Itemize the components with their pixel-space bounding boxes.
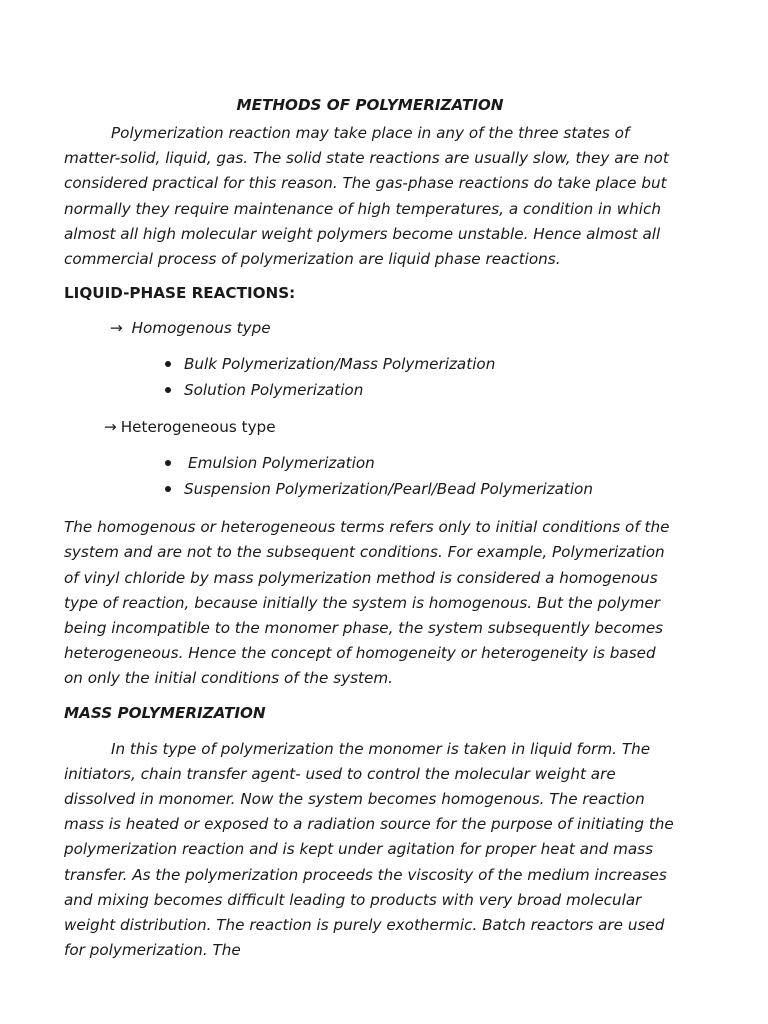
mass-polymerization-heading: MASS POLYMERIZATION — [64, 703, 266, 722]
homogenous-type-label — [64, 317, 676, 339]
document-body — [64, 94, 676, 963]
list-item: Suspension Polymerization/Pearl/Bead Polymerization — [184, 476, 676, 502]
intro-paragraph: Polymerization reaction may take place in any of the three states of matter-solid, liquid, gas. The solid state reactions are usually slow, they are not considered practical for this reason. The gas-phase reactions do take place but normally they require maintenance of high temperatures, a condition in which almost all high molecular weight polymers become unstable. Hence almost all commercial process of polymerization are liquid phase reactions. — [64, 124, 669, 269]
list-item: Emulsion Polymerization — [184, 450, 676, 476]
arrow-right-icon: → — [110, 319, 123, 338]
list-item: Bulk Polymerization/Mass Polymerization — [184, 351, 676, 377]
terms-paragraph: The homogenous or heterogeneous terms refers only to initial conditions of the system and are not to the subsequent conditions. For example, Polymerization of vinyl chloride by mass polymerization method is considered a homogenous type of reaction, because initially the system is homogenous. But the polymer being incompatible to the monomer phase, the system subsequently becomes heterogeneous. Hence the concept of homogeneity or heterogeneity is based on only the initial conditions of the system. — [64, 518, 670, 688]
heterogeneous-label-text: Heterogeneous type — [120, 418, 276, 437]
mass-polymerization-paragraph: In this type of polymerization the monomer is taken in liquid form. The initiators, chain transfer agent- used to control the molecular weight are dissolved in monomer. Now the system becomes homogenous. The reaction mass is heated or exposed to a radiation source for the purpose of initiating the polymerization reaction and is kept under agitation for proper heat and mass transfer. As the polymerization proceeds the viscosity of the medium increases and mixing becomes difficult leading to products with very broad molecular weight distribution. The reaction is purely exothermic. Batch reactors are used for polymerization. The — [64, 739, 674, 960]
heterogeneous-list — [64, 450, 676, 502]
homogenous-label-text: Homogenous type — [131, 319, 271, 338]
document-title: METHODS OF POLYMERIZATION — [236, 96, 504, 114]
liquid-phase-heading: LIQUID-PHASE REACTIONS: — [64, 284, 296, 303]
list-item: Solution Polymerization — [184, 377, 676, 403]
homogenous-list — [64, 351, 676, 403]
arrow-right-icon: → — [104, 418, 117, 437]
heterogeneous-type-label — [64, 416, 676, 438]
